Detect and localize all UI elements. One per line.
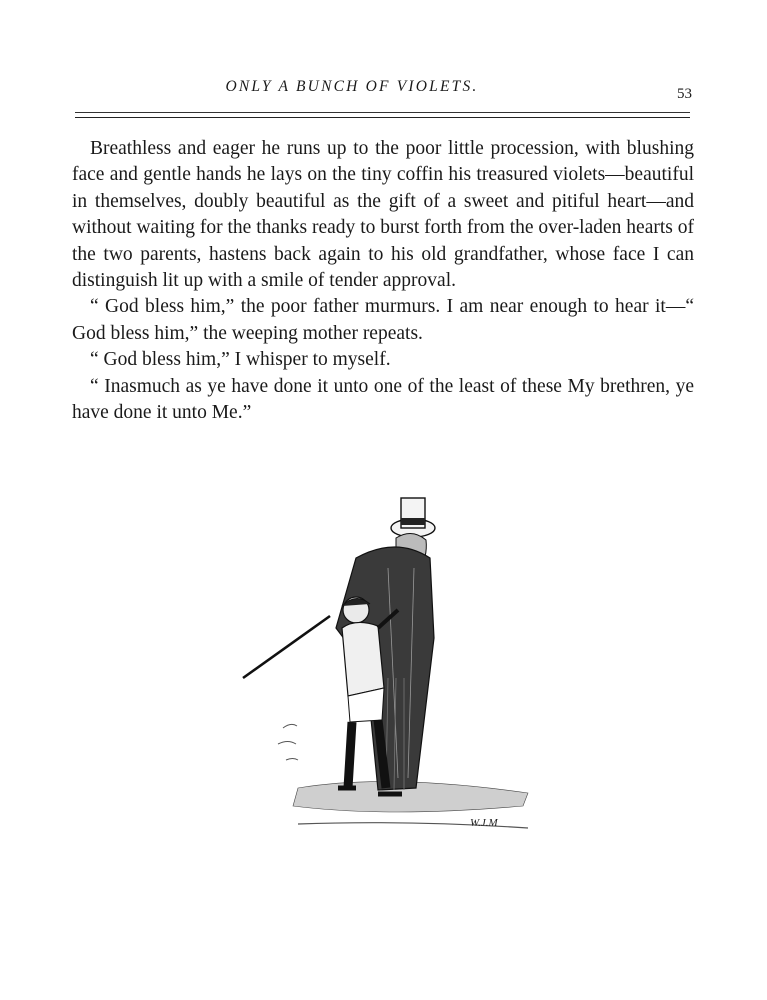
header-rule-lower <box>75 117 690 118</box>
body-text <box>72 136 694 426</box>
paragraph-1: Breathless and eager he runs up to the poor little procession, with blushing face and gentle hands he lays on the tiny coffin his treasured violets—beautiful in themselves, doubly beautiful as the gift of a sweet and pitiful heart—and without waiting for the thanks ready to burst forth from the over-laden hearts of the two parents, hastens back again to his old grandfather, whose face I can distinguish lit up with a smile of tender approval. <box>72 138 694 292</box>
paragraph-2: “ God bless him,” the poor father murmurs. I am near enough to hear it—“ God bless him,” the weeping mother repeats. <box>72 296 694 344</box>
paragraph-4: “ Inasmuch as ye have done it unto one of the least of these My brethren, ye have done it unto Me.” <box>72 375 694 424</box>
illustration-signature: W.J.M <box>470 817 498 829</box>
page-number: 53 <box>677 86 692 102</box>
engraving-illustration <box>238 488 538 848</box>
paragraph-3: “ God bless him,” I whisper to myself. <box>90 349 391 371</box>
running-title: ONLY A BUNCH OF VIOLETS. <box>225 78 479 95</box>
running-header <box>72 78 692 102</box>
header-rule <box>75 112 690 113</box>
grandfather-and-boy-illustration <box>238 488 538 848</box>
